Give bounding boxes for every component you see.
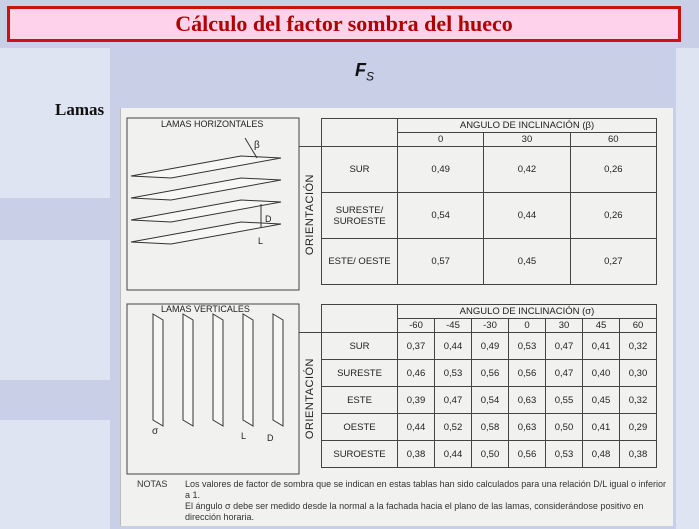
table-cell: 0,54 — [398, 193, 484, 239]
row-label: SUR — [322, 147, 398, 193]
table-cell: 0,41 — [583, 333, 620, 360]
table-cell: 0,44 — [435, 333, 472, 360]
table-cell: 0,56 — [509, 360, 546, 387]
table-cell: 0,57 — [398, 239, 484, 285]
table-cell: 0,52 — [435, 414, 472, 441]
title-banner — [7, 6, 681, 42]
table-cell: 0,39 — [398, 387, 435, 414]
row-label: SUR — [322, 333, 398, 360]
notes-block — [137, 479, 667, 523]
angle-value: -45 — [435, 319, 472, 333]
angle-value: 0 — [509, 319, 546, 333]
notes-line-1: Los valores de factor de sombra que se indican en estas tablas han sido calculados para una relación D/L igual o inferior a 1. — [185, 479, 666, 500]
table-cell: 0,38 — [620, 441, 657, 468]
row-label: ESTE — [322, 387, 398, 414]
table-cell: 0,54 — [472, 387, 509, 414]
table-cell: 0,38 — [398, 441, 435, 468]
table-cell: 0,32 — [620, 333, 657, 360]
dim-d-label: D — [265, 214, 272, 224]
blank-cell — [322, 119, 398, 147]
table-cell: 0,56 — [509, 441, 546, 468]
angle-value: -60 — [398, 319, 435, 333]
table-cell: 0,47 — [546, 333, 583, 360]
table-cell: 0,40 — [583, 360, 620, 387]
row-label: SURESTE — [322, 360, 398, 387]
table-cell: 0,44 — [398, 414, 435, 441]
fs-subscript: S — [366, 69, 375, 84]
angle-header: ANGULO DE INCLINACIÓN (σ) — [398, 305, 657, 319]
row-label: OESTE — [322, 414, 398, 441]
fs-symbol — [355, 60, 374, 84]
background-panel — [676, 48, 699, 529]
table-cell: 0,58 — [472, 414, 509, 441]
dim-l-label: L — [258, 236, 264, 246]
table-cell: 0,45 — [583, 387, 620, 414]
table-cell: 0,47 — [546, 360, 583, 387]
table-cell: 0,41 — [583, 414, 620, 441]
fs-letter: F — [355, 60, 366, 80]
table-cell: 0,48 — [583, 441, 620, 468]
background-panel — [0, 48, 110, 198]
scanned-table-image — [120, 108, 673, 526]
angle-value: 60 — [570, 133, 656, 147]
table-cell: 0,44 — [484, 193, 570, 239]
row-label: ESTE/ OESTE — [322, 239, 398, 285]
vertical-slats-table — [299, 304, 657, 468]
table-cell: 0,42 — [484, 147, 570, 193]
table-cell: 0,50 — [472, 441, 509, 468]
notes-label: NOTAS — [137, 479, 168, 489]
vertical-slats-drawing — [153, 314, 283, 426]
background-panel — [0, 420, 110, 529]
table-cell: 0,63 — [509, 414, 546, 441]
table-cell: 0,27 — [570, 239, 656, 285]
slide-title: Cálculo del factor sombra del hueco — [175, 11, 513, 36]
table-cell: 0,53 — [546, 441, 583, 468]
blank-cell — [299, 119, 322, 147]
orientation-label: ORIENTACIÓN — [304, 173, 316, 255]
row-label: SUROESTE — [322, 441, 398, 468]
table-cell: 0,45 — [484, 239, 570, 285]
angle-value: 30 — [546, 319, 583, 333]
table-cell: 0,53 — [435, 360, 472, 387]
angle-value: 45 — [583, 319, 620, 333]
notes-line-2: El ángulo σ debe ser medido desde la normal a la fachada hacia el plano de las lamas, considerándose positivo en dirección horaria. — [185, 501, 644, 522]
horizontal-slats-drawing — [131, 156, 281, 244]
dim-l-label: L — [241, 431, 247, 441]
orientation-cell — [299, 147, 322, 285]
blank-cell — [322, 305, 398, 333]
angle-value: -30 — [472, 319, 509, 333]
orientation-cell — [299, 333, 322, 468]
table-cell: 0,46 — [398, 360, 435, 387]
row-label: SURESTE/ SUROESTE — [322, 193, 398, 239]
table-cell: 0,47 — [435, 387, 472, 414]
angle-value: 30 — [484, 133, 570, 147]
table-cell: 0,30 — [620, 360, 657, 387]
table-cell: 0,26 — [570, 193, 656, 239]
horizontal-slats-table — [299, 118, 657, 285]
table-cell: 0,50 — [546, 414, 583, 441]
table-cell: 0,53 — [509, 333, 546, 360]
horizontal-diagram-label: LAMAS HORIZONTALES — [161, 119, 264, 129]
angle-value: 60 — [620, 319, 657, 333]
table-cell: 0,37 — [398, 333, 435, 360]
sigma-symbol: σ — [152, 426, 159, 437]
blank-cell — [299, 305, 322, 333]
vertical-diagram-label: LAMAS VERTICALES — [161, 304, 250, 314]
section-label: Lamas — [55, 100, 105, 119]
angle-header: ANGULO DE INCLINACIÓN (β) — [398, 119, 657, 133]
orientation-label: ORIENTACIÓN — [304, 358, 316, 440]
table-cell: 0,55 — [546, 387, 583, 414]
dim-d-label: D — [267, 433, 274, 443]
table-cell: 0,29 — [620, 414, 657, 441]
background-panel — [0, 240, 110, 380]
table-cell: 0,26 — [570, 147, 656, 193]
table-cell: 0,32 — [620, 387, 657, 414]
angle-value: 0 — [398, 133, 484, 147]
table-cell: 0,63 — [509, 387, 546, 414]
table-cell: 0,44 — [435, 441, 472, 468]
table-cell: 0,49 — [398, 147, 484, 193]
beta-symbol: β — [254, 140, 260, 151]
table-cell: 0,49 — [472, 333, 509, 360]
table-cell: 0,56 — [472, 360, 509, 387]
